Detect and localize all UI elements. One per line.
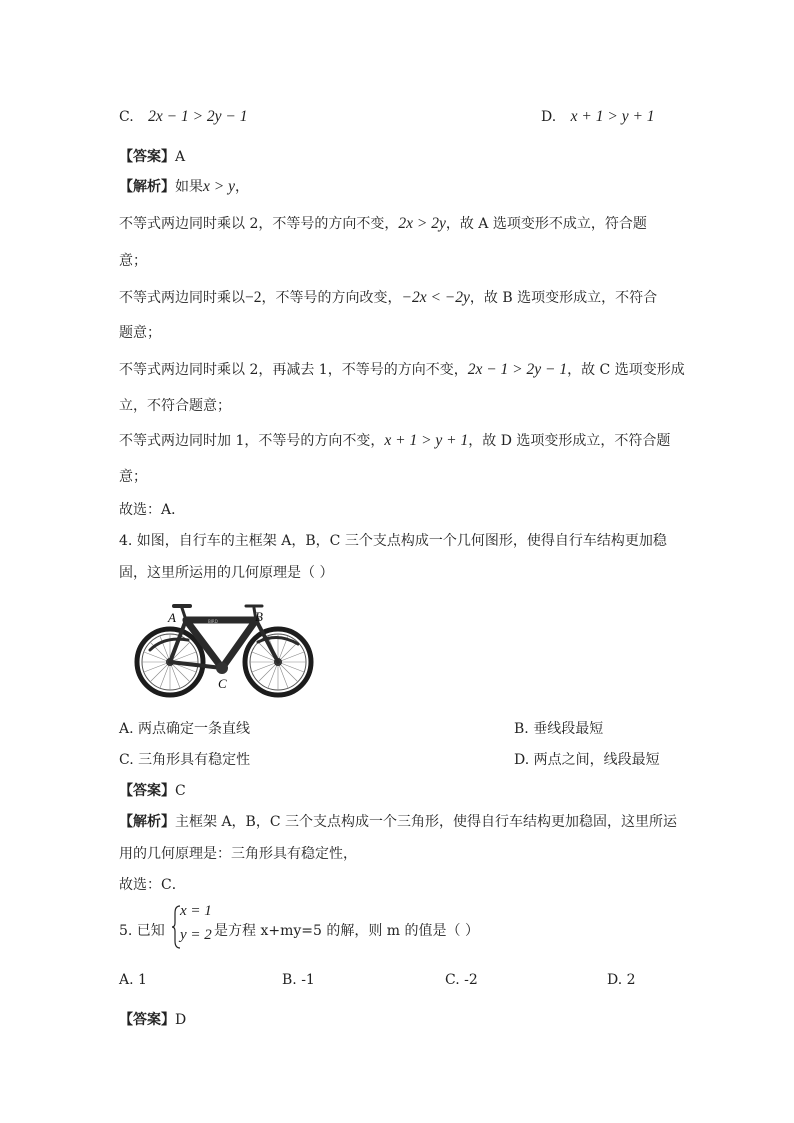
frame-brand-text: BIRD <box>208 619 218 624</box>
analysis-text: 不等式两边同时乘以 <box>119 290 245 306</box>
analysis-text: 不等式两边同时加 1，不等号的方向不变， <box>119 433 385 449</box>
analysis-text: 主框架 A，B，C 三个支点构成一个三角形，使得自行车结构更加稳固，这里所运 <box>175 814 678 830</box>
question-5-prefix: 5. 已知 <box>119 923 165 939</box>
vertex-label-a: A <box>168 610 176 625</box>
answer-value: A <box>175 149 186 165</box>
answer-tag: 【答案】 <box>119 783 175 799</box>
analysis-text: ，故 C 选项变形成 <box>567 362 685 378</box>
question-5-stem: 是方程 x+my=5 的解，则 m 的值是（ ） <box>214 923 479 939</box>
crank <box>216 662 228 674</box>
analysis-text: 如果 <box>175 179 203 195</box>
option-d: D. 2 <box>607 972 636 988</box>
answer-value: D <box>175 1012 187 1028</box>
option-label: C. <box>119 109 134 125</box>
analysis-line-3-cont: 立，不符合题意； <box>119 398 231 414</box>
bicycle-figure <box>128 594 318 698</box>
option-b: B. -1 <box>282 972 315 988</box>
option-c: C. 三角形具有稳定性 <box>119 752 251 768</box>
conclusion: 故选：C． <box>119 877 186 893</box>
math-expression: 2x > 2y <box>398 215 446 232</box>
math-expression: −2x < −2y <box>401 289 470 306</box>
system-equation-1: x = 1 <box>180 903 212 919</box>
analysis-line-1 <box>119 811 677 831</box>
answer-tag: 【答案】 <box>119 1012 175 1028</box>
math-expression: 2x − 1 > 2y − 1 <box>467 361 568 378</box>
system-equation-2: y = 2 <box>180 927 212 943</box>
answer-tag: 【答案】 <box>119 149 175 165</box>
option-c: C. -2 <box>445 972 478 988</box>
analysis-line-2: 用的几何原理是：三角形具有稳定性， <box>119 846 357 862</box>
analysis-tag: 【解析】 <box>119 814 175 830</box>
option-d-top <box>541 108 655 126</box>
answer-line <box>119 1009 186 1029</box>
answer-value: C <box>175 783 186 799</box>
analysis-text: 不等式两边同时乘以 2，不等号的方向不变， <box>119 216 399 232</box>
analysis-text: ，不等号的方向改变， <box>261 290 402 306</box>
analysis-text: ， <box>234 179 249 195</box>
option-a: A. 两点确定一条直线 <box>119 721 251 737</box>
answer-line <box>119 146 185 166</box>
analysis-line-2-cont: 题意； <box>119 325 161 341</box>
analysis-line-4-cont: 意； <box>119 469 147 485</box>
option-d: D. 两点之间，线段最短 <box>514 752 660 768</box>
answer-line <box>119 780 186 800</box>
question-4-stem-line-1: 4. 如图，自行车的主框架 A，B，C 三个支点构成一个几何图形，使得自行车结构更加稳 <box>119 533 667 549</box>
analysis-line-4 <box>119 430 670 450</box>
question-4-stem-line-2: 固，这里所运用的几何原理是（ ） <box>119 565 334 581</box>
analysis-line-3 <box>119 359 685 379</box>
analysis-text: 不等式两边同时乘以 2，再减去 1，不等号的方向不变， <box>119 362 468 378</box>
vertex-label-c: C <box>218 676 227 691</box>
analysis-line-1 <box>119 213 647 233</box>
option-a: A. 1 <box>119 972 147 988</box>
math-expression: x + 1 > y + 1 <box>384 432 469 449</box>
math-expression: x > y <box>203 178 235 195</box>
option-expression: x + 1 > y + 1 <box>570 108 655 125</box>
math-expression: −2 <box>245 289 262 306</box>
analysis-line-1-cont: 意； <box>119 253 147 269</box>
analysis-tag: 【解析】 <box>119 179 175 195</box>
vertex-label-b: B <box>255 609 263 624</box>
conclusion: 故选：A． <box>119 502 186 518</box>
option-label: D. <box>541 109 557 125</box>
analysis-text: ，故 D 选项变形成立，不符合题 <box>468 433 671 449</box>
analysis-intro <box>119 176 249 196</box>
analysis-text: ，故 B 选项变形成立，不符合 <box>469 290 658 306</box>
option-c-top <box>119 108 248 126</box>
analysis-text: ，故 A 选项变形不成立，符合题 <box>445 216 647 232</box>
option-b: B. 垂线段最短 <box>514 721 604 737</box>
option-expression: 2x − 1 > 2y − 1 <box>148 108 248 125</box>
analysis-line-2 <box>119 287 657 307</box>
